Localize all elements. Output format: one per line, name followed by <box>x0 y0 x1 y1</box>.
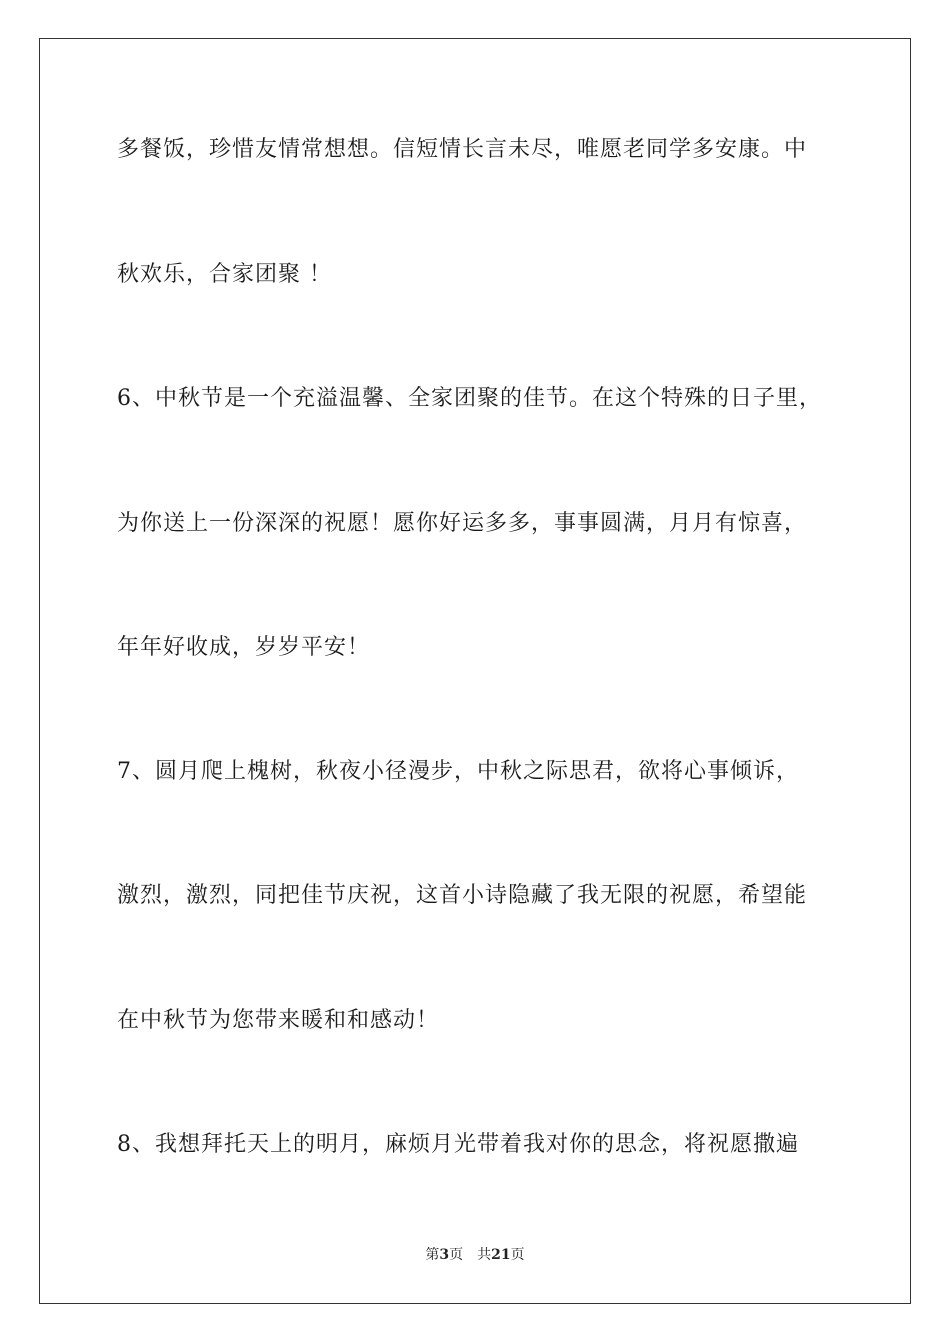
text-line-9: 8、我想拜托天上的明月，麻烦月光带着我对你的思念，将祝愿撒遍 <box>117 1132 799 1157</box>
footer-page-number: 3 <box>439 1247 450 1263</box>
footer-total-prefix: 共 <box>477 1247 492 1263</box>
text-line-2: 秋欢乐，合家团聚 ！ <box>117 262 332 287</box>
footer-page-suffix: 页 <box>449 1247 464 1263</box>
footer-total-suffix: 页 <box>510 1247 525 1263</box>
page-border <box>39 38 911 1304</box>
page-footer <box>0 1246 950 1264</box>
text-line-4: 为你送上一份深深的祝愿！愿你好运多多，事事圆满，月月有惊喜， <box>117 511 808 536</box>
text-line-5: 年年好收成，岁岁平安！ <box>117 635 371 660</box>
footer-page-prefix: 第 <box>425 1247 440 1263</box>
text-line-7: 激烈，激烈，同把佳节庆祝，这首小诗隐藏了我无限的祝愿，希望能 <box>117 883 808 908</box>
text-line-3: 6、中秋节是一个充溢温馨、全家团聚的佳节。在这个特殊的日子里， <box>117 386 822 411</box>
footer-total-pages: 21 <box>491 1247 511 1263</box>
text-line-8: 在中秋节为您带来暖和和感动！ <box>117 1008 440 1033</box>
text-line-6: 7、圆月爬上槐树，秋夜小径漫步，中秋之际思君，欲将心事倾诉， <box>117 759 799 784</box>
text-line-1: 多餐饭，珍惜友情常想想。信短情长言未尽，唯愿老同学多安康。中 <box>117 137 808 162</box>
